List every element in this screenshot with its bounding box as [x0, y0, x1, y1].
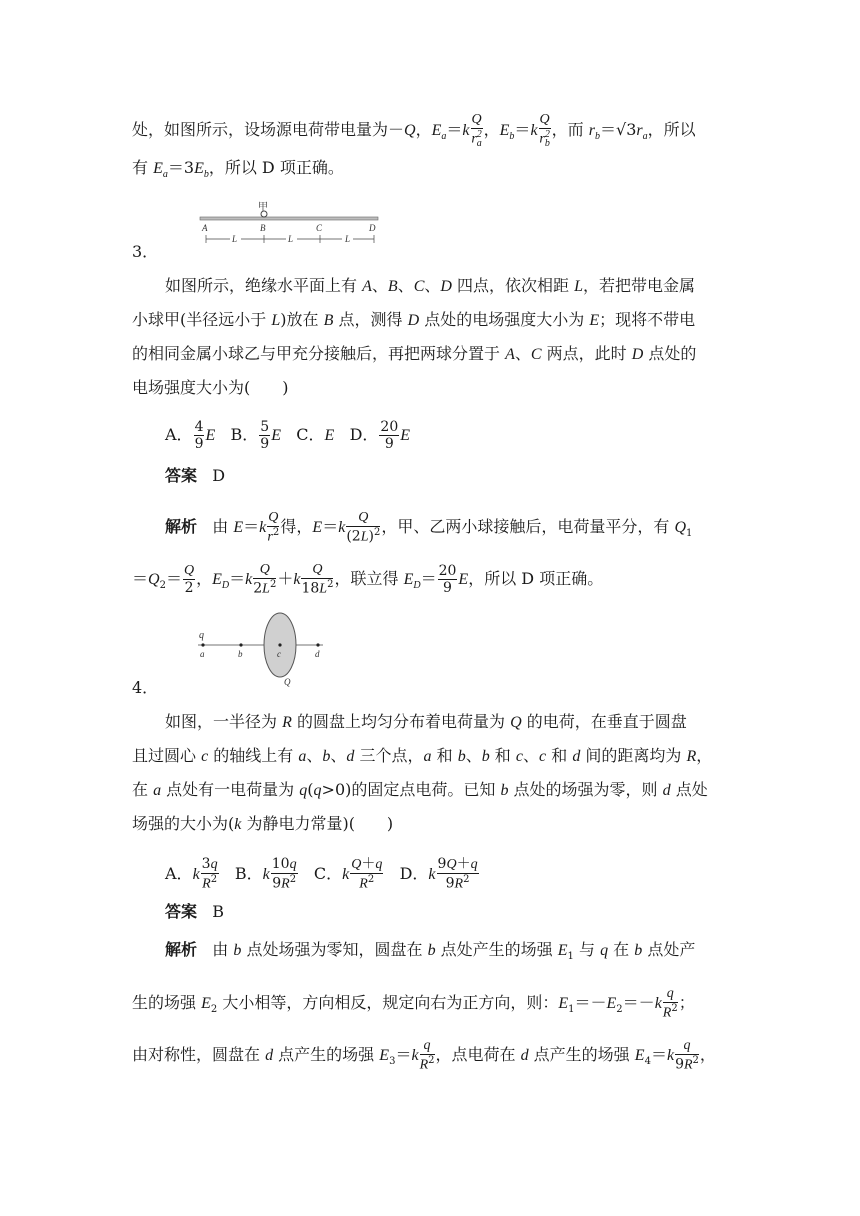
q4-stem-line-4: 场强的大小为(k 为静电力常量)( ) — [132, 814, 394, 833]
q3-stem-line-2: 小球甲(半径远小于 L)放在 B 点，测得 D 点处的电场强度大小为 E；现将不带电 — [132, 310, 696, 329]
q4-stem-line-3: 在 a 点处有一电荷量为 q(q>0)的固定点电荷。已知 b 点处的场强为零，则 d 点处 — [132, 780, 708, 799]
q4-answer-row — [165, 902, 765, 922]
q4-option-a: A．k $\frac{3q}{R^2}$ — [165, 856, 218, 892]
q3-options — [165, 420, 765, 451]
q3-option-d: D． $\frac{20}{9}$ E — [349, 419, 411, 452]
q3-option-a: A． $\frac{4}{9}$ E — [165, 419, 216, 452]
q4-answer-label: 答案 — [165, 902, 198, 921]
q4-charge-label: q — [199, 630, 204, 641]
q3-answer-row — [165, 466, 765, 486]
q4-option-d: D．k $\frac{9Q+q}{9R^2}$ — [399, 856, 478, 892]
q2-tail-line-1: 处，如图所示，设场源电荷带电量为－Q，$E_a=k$ $\frac{Q}{r^2_a}$ ，$E_b=k$ $\frac{Q}{r^2_b}$ ，而 $r_b=√3r_a$，所以 — [132, 112, 696, 150]
q4-option-c: C．k $\frac{Q+q}{R^2}$ — [313, 856, 383, 892]
q3-point-c: C — [316, 223, 323, 233]
q3-spacing-label-1: L — [232, 234, 238, 244]
q3-stem-line-3: 的相同金属小球乙与甲充分接触后，再把两球分置于 A、C 两点，此时 D 点处的 — [132, 344, 697, 363]
q4-analysis-label: 解析 — [165, 940, 198, 959]
q3-point-a: A — [202, 223, 208, 233]
q4-options — [165, 857, 765, 892]
q3-option-b: B． $\frac{5}{9}$ E — [230, 419, 281, 452]
q3-analysis-line-1: 解析 由 E＝k $\frac{Q}{r^2}$ 得，E＝k $\frac{Q}{(2L)^2}$ ，甲、乙两小球接触后，电荷量平分，有 $Q_1$ — [165, 510, 693, 545]
q3-answer-label: 答案 — [165, 466, 198, 485]
q3-analysis-line-2: $=Q_2=$ $\frac{Q}{2}$ ，$E_D=k$ $\frac{Q}{2L^2}$ ＋k $\frac{Q}{18L^2}$ ，联立得 $E_D=$ $\frac{20}{9}$ E，所以 D 项正确。 — [132, 562, 604, 597]
q3-point-b: B — [260, 223, 266, 233]
q4-number: 4． — [132, 678, 159, 697]
q4-point-c: c — [277, 649, 281, 659]
q4-analysis-line-3: 由对称性，圆盘在 d 点产生的场强 $E_3=k$ $\frac{q}{R^2}$ ，点电荷在 d 点产生的场强 $E_4=k$ $\frac{q}{9R^2}$ ， — [132, 1038, 716, 1073]
q3-answer-value: D — [212, 466, 226, 485]
q4-figure — [195, 608, 335, 688]
q4-analysis-line-2: 生的场强 $E_2$ 大小相等，方向相反，规定向右为正方向，则：$E_1=-E_2=-k$ $\frac{q}{R^2}$ ； — [132, 986, 695, 1021]
q4-stem-line-2: 且过圆心 c 的轴线上有 a、b、d 三个点，a 和 b、b 和 c、c 和 d 间的距离均为 R， — [132, 746, 713, 765]
q3-number: 3． — [132, 242, 159, 261]
q3-analysis-label: 解析 — [165, 516, 198, 536]
q2-tail-line-2: 有 $E_a=3E_b$，所以 D 项正确。 — [132, 158, 344, 181]
q3-stem-line-4: 电场强度大小为( ) — [132, 378, 289, 397]
q4-point-a: a — [200, 649, 205, 659]
q4-point-b: b — [238, 649, 243, 659]
q4-answer-value: B — [212, 902, 225, 921]
q3-point-d: D — [369, 223, 376, 233]
q3-stem-line-1: 如图所示，绝缘水平面上有 A、B、C、D 四点，依次相距 L，若把带电金属 — [165, 276, 696, 295]
q4-analysis-line-1: 解析 由 b 点处场强为零知，圆盘在 b 点处产生的场强 $E_1$ 与 q 在 b 点处产 — [165, 940, 696, 963]
q4-option-b: B．k $\frac{10q}{9R^2}$ — [234, 856, 297, 892]
q4-stem-line-1: 如图，一半径为 R 的圆盘上均匀分布着电荷量为 Q 的电荷，在垂直于圆盘 — [165, 712, 687, 731]
q4-disk-label: Q — [284, 677, 291, 687]
q4-point-d: d — [315, 649, 320, 659]
q3-spacing-label-3: L — [345, 234, 351, 244]
q3-ball-label: 甲 — [258, 202, 268, 213]
q3-option-c: C．E — [296, 425, 335, 444]
q3-spacing-label-2: L — [288, 234, 294, 244]
